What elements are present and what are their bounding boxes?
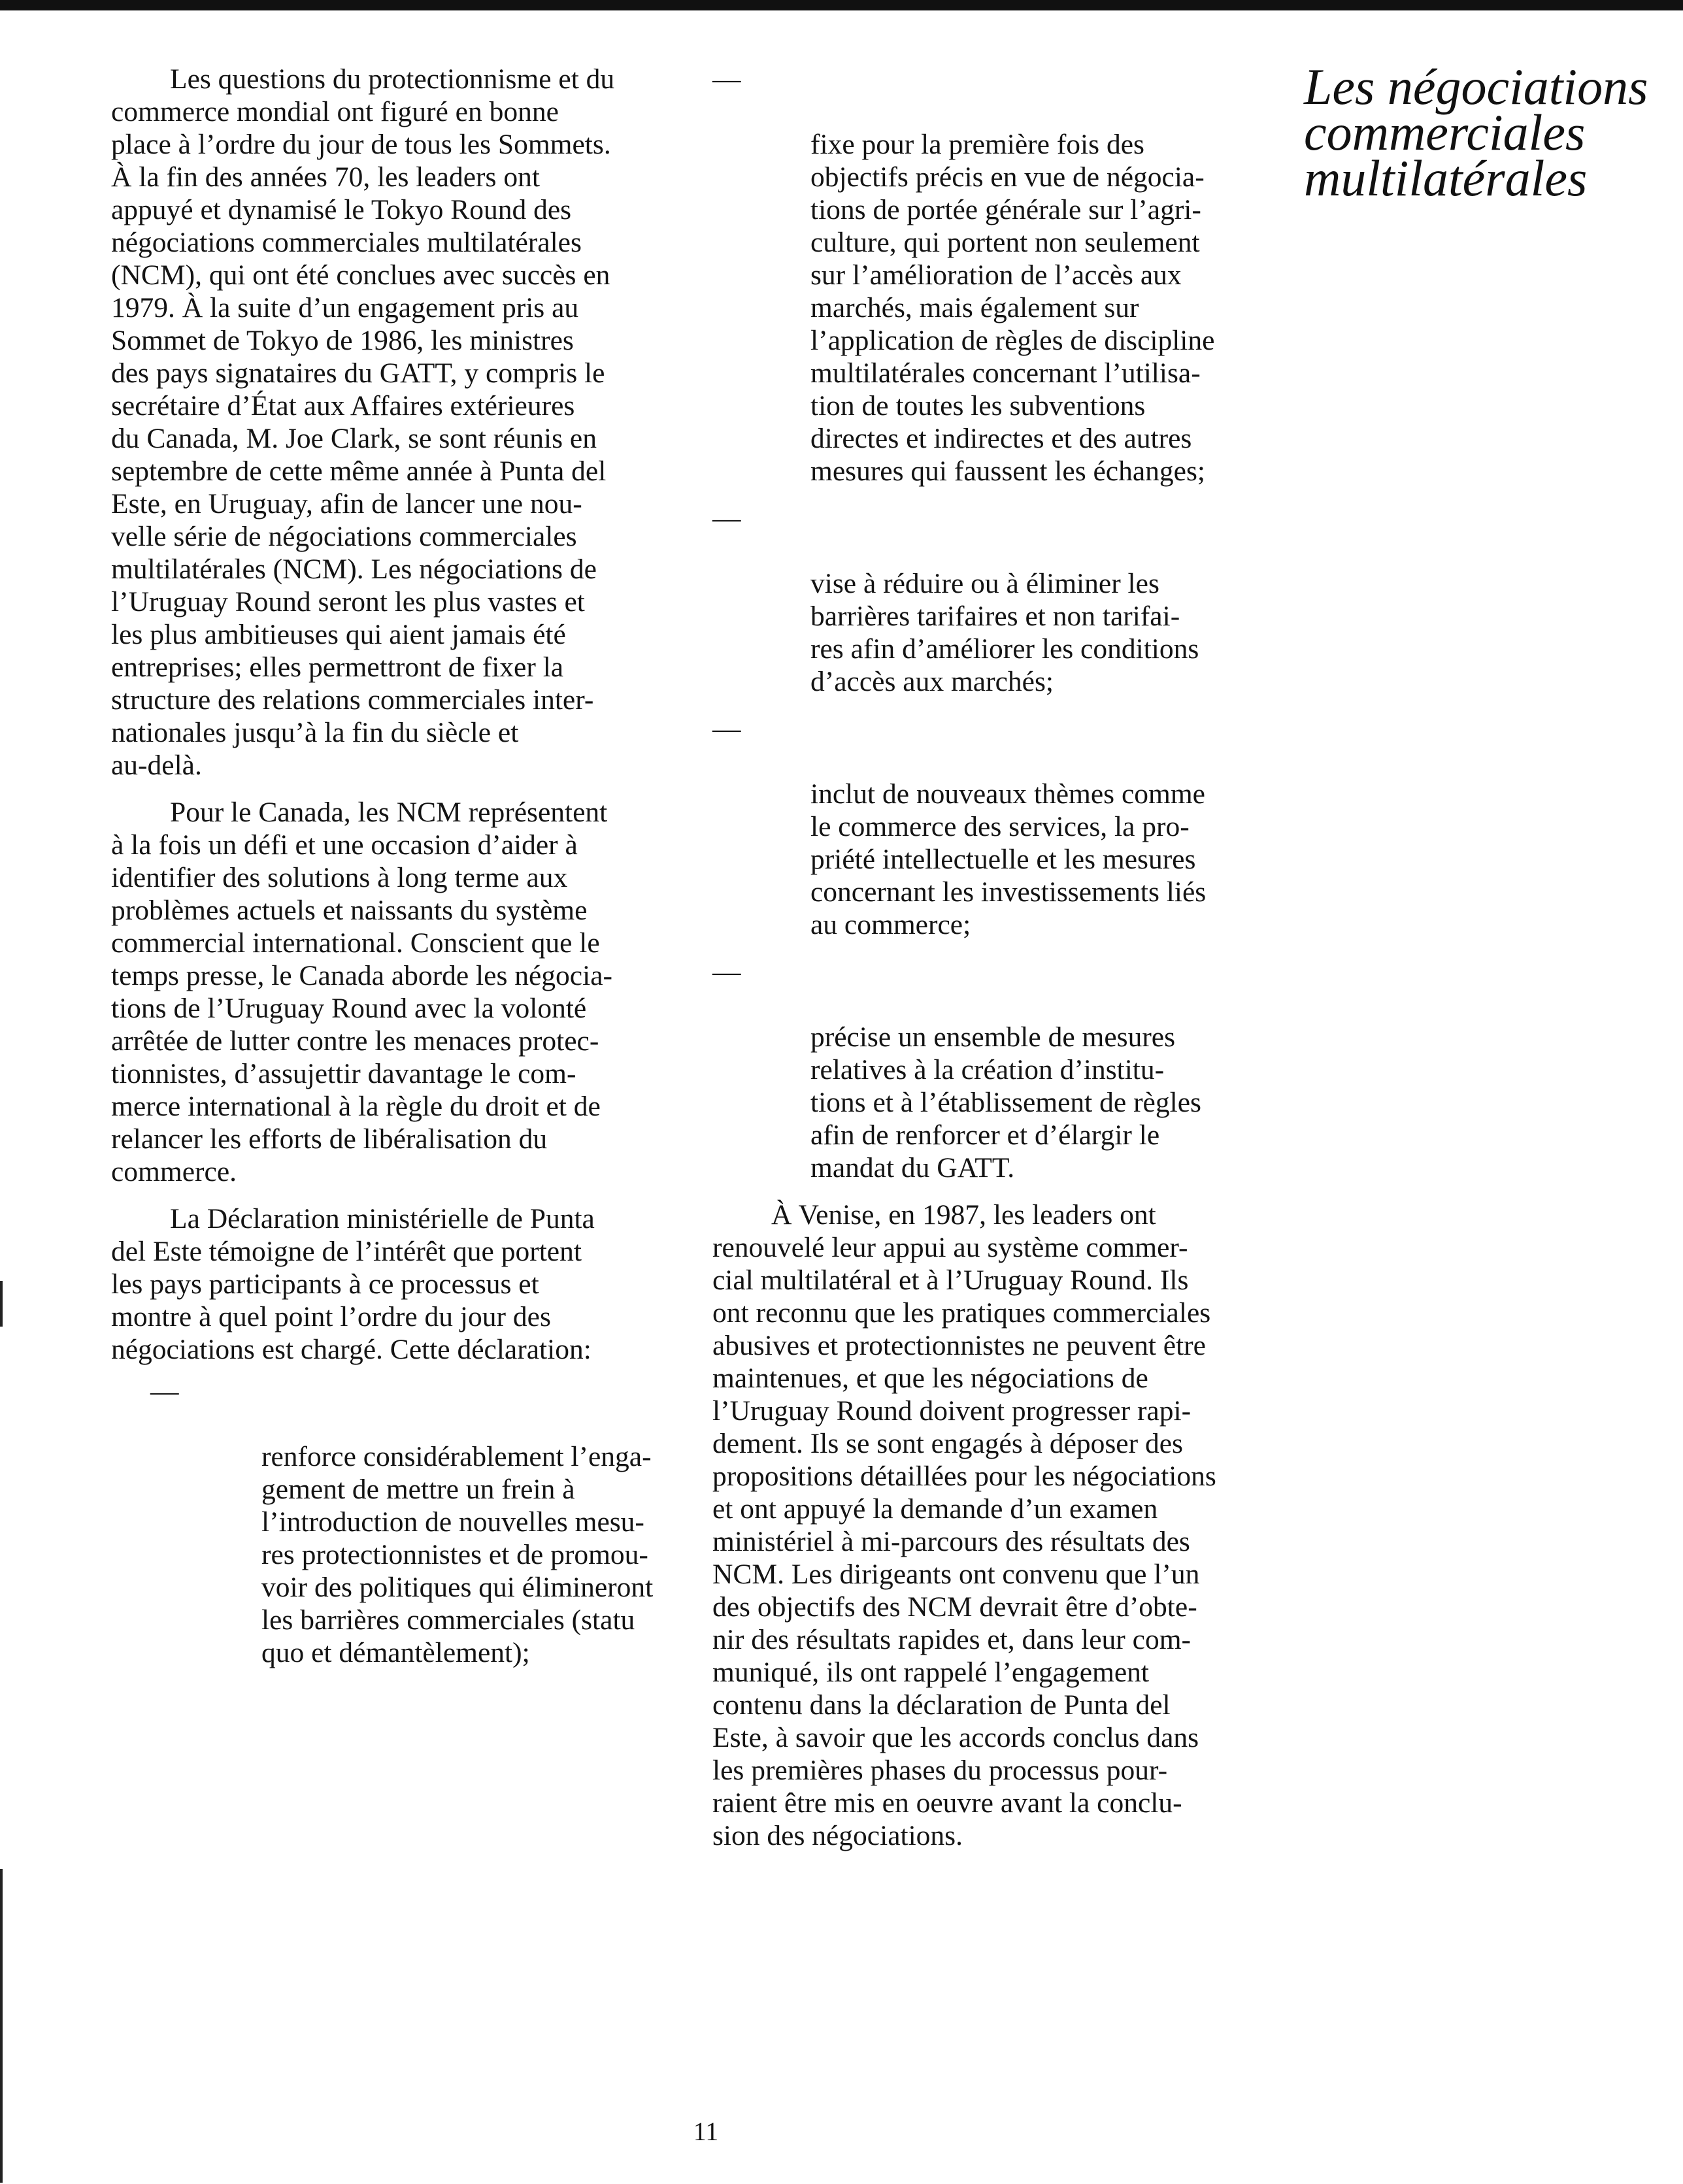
paragraph-venice-text: À Venise, en 1987, les leaders ont renouvelé leur appui au système commer- cial multilatéral et à l’Uruguay Round. Ils ont reconnu que les pratiques commerciales abusives et protectionnistes ne peuvent être maintenues, et que les négociations de l’Uruguay Round doivent progresser rapi- dement. Ils se sont engagés à déposer des propositions détaillées pour les négociations et ont appuyé la demande d’un examen ministériel à mi-parcours des résultats des NCM. Les dirigeants ont convenu que l’un des objectifs des NCM devrait être d’obte- nir des résultats rapides et, dans leur com- muniqué, ils ont rappelé l’engagement contenu dans la déclaration de Punta del Este, à savoir que les accords conclus dans les premières phases du processus pour- raient être mis en oeuvre avant la conclu- sion des négociations. (712, 1199, 1216, 1851)
paragraph-canada (111, 796, 680, 1188)
list-item (712, 955, 1281, 1184)
middle-text-column (712, 63, 1281, 1866)
list-item-text: vise à réduire ou à éliminer les barrières tarifaires et non tarifai- res afin d’améliorer les conditions d’accès aux marchés; (810, 568, 1199, 697)
em-dash-marker: — (712, 956, 741, 987)
list-item-text: renforce considérablement l’enga- gement de mettre un frein à l’introduction de nouvelles mesu- res protectionnistes et de promou- voir des politiques qui élimineront les barrières commerciales (statu quo et démantèlement); (261, 1441, 654, 1668)
paragraph-canada-text: Pour le Canada, les NCM représentent à la fois un défi et une occasion d’aider à identifier des solutions à long terme aux problèmes actuels et naissants du système commercial international. Conscient que le temps presse, le Canada aborde les négocia- tions de l’Uruguay Round avec la volonté arrêtée de lutter contre les menaces protec- tionnistes, d’assujettir davantage le com- merce international à la règle du droit et de relancer les efforts de libéralisation du commerce. (111, 797, 612, 1187)
list-item (150, 1375, 680, 1669)
left-text-column (111, 63, 680, 1683)
em-dash-marker: — (712, 63, 741, 95)
left-margin-mark (0, 1281, 3, 1327)
declaration-bullet-list-continued (712, 63, 1281, 1184)
list-item (712, 63, 1281, 488)
declaration-bullet-list (111, 1375, 680, 1669)
left-margin-binding-line (0, 1869, 3, 2183)
section-title: Les négociations commerciales multilatérales (1304, 58, 1648, 207)
paragraph-intro (111, 63, 680, 782)
list-item (712, 712, 1281, 941)
paragraph-intro-text: Les questions du protectionnisme et du commerce mondial ont figuré en bonne place à l’ordre du jour de tous les Sommets. À la fin des années 70, les leaders ont appuyé et dynamisé le Tokyo Round des négociations commerciales multilatérales (NCM), qui ont été conclues avec succès en 1979. À la suite d’un engagement pris au Sommet de Tokyo de 1986, les ministres des pays signataires du GATT, y compris le secrétaire d’État aux Affaires extérieures du Canada, M. Joe Clark, se sont réunis en septembre de cette même année à Punta del Este, en Uruguay, afin de lancer une nou- velle série de négociations commerciales multilatérales (NCM). Les négociations de l’Uruguay Round seront les plus vastes et les plus ambitieuses qui aient jamais été entreprises; elles permettront de fixer la structure des relations commerciales inter- nationales jusqu’à la fin du siècle et au-delà. (111, 63, 615, 781)
list-item (712, 502, 1281, 698)
list-item-text: fixe pour la première fois des objectifs précis en vue de négocia- tions de portée générale sur l’agri- culture, qui portent non seulement sur l’amélioration de l’accès aux marchés, mais également sur l’application de règles de discipline multilatérales concernant l’utilisa- tion de toutes les subventions directes et indirectes et des autres mesures qui faussent les échanges; (810, 129, 1215, 487)
em-dash-marker: — (712, 503, 741, 534)
page-number: 11 (693, 2117, 719, 2146)
top-border-rule (0, 0, 1683, 10)
em-dash-marker: — (712, 713, 741, 744)
em-dash-marker: — (150, 1376, 179, 1407)
list-item-text: inclut de nouveaux thèmes comme le commerce des services, la pro- priété intellectuelle et les mesures concernant les investissements liés au commerce; (810, 778, 1207, 940)
paragraph-declaration (111, 1202, 680, 1366)
paragraph-declaration-text: La Déclaration ministérielle de Punta del Este témoigne de l’intérêt que portent les pays participants à ce processus et montre à quel point l’ordre du jour des négociations est chargé. Cette déclaration: (111, 1203, 595, 1365)
list-item-text: précise un ensemble de mesures relatives à la création d’institu- tions et à l’établissement de règles afin de renforcer et d’élargir le mandat du GATT. (810, 1021, 1201, 1183)
paragraph-venice (712, 1199, 1281, 1852)
